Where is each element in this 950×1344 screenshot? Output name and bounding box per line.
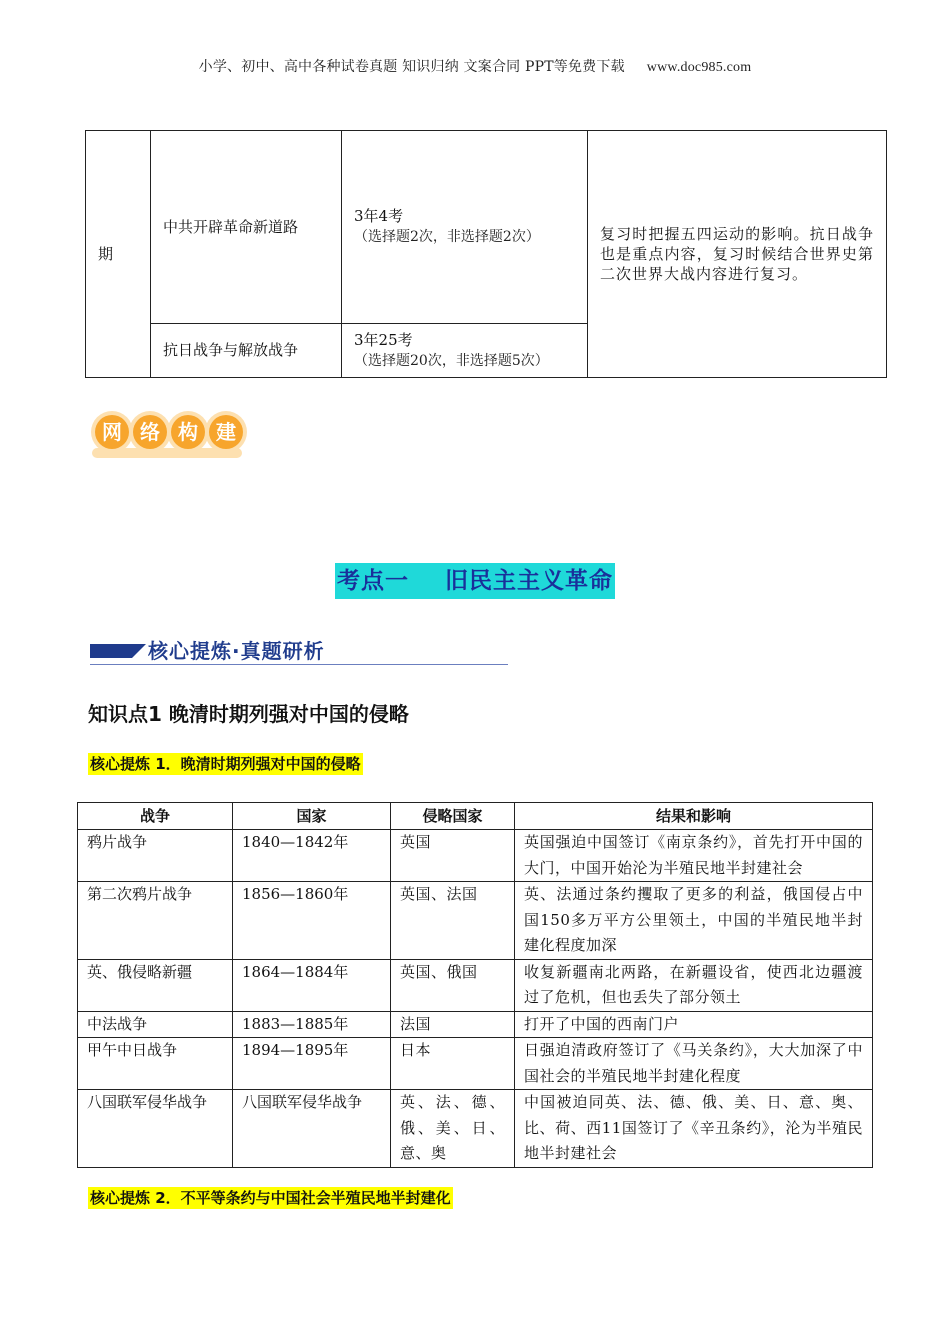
period-cell: 1856—1860年 [233,882,391,960]
table-row [78,830,873,882]
result-cell: 收复新疆南北两路，在新疆设省，使西北边疆渡过了危机，但也丢失了部分领土 [515,959,873,1011]
invader-cell: 英国、法国 [391,882,515,960]
war-cell: 中法战争 [78,1011,233,1038]
core-banner [90,636,510,666]
table-header-row [78,803,873,830]
war-cell: 第二次鸦片战争 [78,882,233,960]
table-row [78,882,873,960]
review-note-text: 复习时把握五四运动的影响。抗日战争也是重点内容，复习时候结合世界史第二次世界大战内容进行复习。 [600,225,874,283]
war-cell: 鸦片战争 [78,830,233,882]
invader-cell: 英国 [391,830,515,882]
period-cell: 1840—1842年 [233,830,391,882]
count-detail: （选择题20次，非选择题5次） [354,352,549,369]
table-row [78,959,873,1011]
period-cell: 八国联军侵华战争 [233,1090,391,1168]
war-cell: 甲午中日战争 [78,1038,233,1090]
header-invader: 侵略国家 [391,803,515,830]
invasion-table [77,802,873,1168]
badge-char: 建 [216,420,236,444]
result-cell: 打开了中国的西南门户 [515,1011,873,1038]
badge-char: 构 [178,420,198,444]
invader-cell: 英、法、德、俄、美、日、意、奥 [391,1090,515,1168]
period-cell: 1883—1885年 [233,1011,391,1038]
period-cell: 1864—1884年 [233,959,391,1011]
result-cell: 中国被迫同英、法、德、俄、美、日、意、奥、比、荷、西11国签订了《辛丑条约》，沦为半殖民地半封建社会 [515,1090,873,1168]
result-cell: 日强迫清政府签订了《马关条约》，大大加深了中国社会的半殖民地半封建化程度 [515,1038,873,1090]
invader-cell: 英国、俄国 [391,959,515,1011]
count-detail: （选择题2次，非选择题2次） [354,229,540,245]
count-cell [342,131,588,324]
period-cell: 1894—1895年 [233,1038,391,1090]
header-war: 战争 [78,803,233,830]
topic-cell [151,324,342,378]
banner-underline [90,664,508,665]
result-cell: 英国强迫中国签订《南京条约》，首先打开中国的大门，中国开始沦为半殖民地半封建社会 [515,830,873,882]
page-header [0,56,950,76]
banner-title: 核心提炼·真题研析 [148,639,325,663]
header-site-link[interactable]: www.doc985.com [646,60,752,75]
badge-char: 网 [102,420,122,444]
network-construction-badge [90,408,254,460]
phase-label: 期 [98,244,114,263]
highlight-heading-1: 核心提炼 1．晚清时期列强对中国的侵略 [90,755,361,773]
table-row [78,1038,873,1090]
header-country: 国家 [233,803,391,830]
count-cell [342,324,588,378]
count-label: 3年25考 [354,330,413,349]
invader-cell: 法国 [391,1011,515,1038]
highlight-heading-2: 核心提炼 2．不平等条约与中国社会半殖民地半封建化 [90,1189,451,1207]
table-row [78,1011,873,1038]
count-label: 3年4考 [354,207,404,225]
exam-frequency-table [85,130,887,378]
section-heading: 考点一 旧民主主义革命 [335,563,615,599]
banner-bar [90,644,132,658]
header-text: 小学、初中、高中各种试卷真题 知识归纳 文案合同 PPT等免费下载 [198,59,625,75]
topic-label: 抗日战争与解放战争 [163,341,299,359]
topic-label: 中共开辟革命新道路 [163,217,299,236]
header-result: 结果和影响 [515,803,873,830]
result-cell: 英、法通过条约攫取了更多的利益，俄国侵占中国150多万平方公里领土，中国的半殖民地半封建化程度加深 [515,882,873,960]
table-row [78,1090,873,1168]
banner-triangle [132,644,146,658]
badge-char: 络 [140,420,160,444]
invader-cell: 日本 [391,1038,515,1090]
war-cell: 英、俄侵略新疆 [78,959,233,1011]
knowledge-point-title: 知识点1 晚清时期列强对中国的侵略 [88,702,409,726]
topic-cell [151,131,342,324]
review-note [588,131,887,378]
war-cell: 八国联军侵华战争 [78,1090,233,1168]
phase-cell [86,131,151,378]
